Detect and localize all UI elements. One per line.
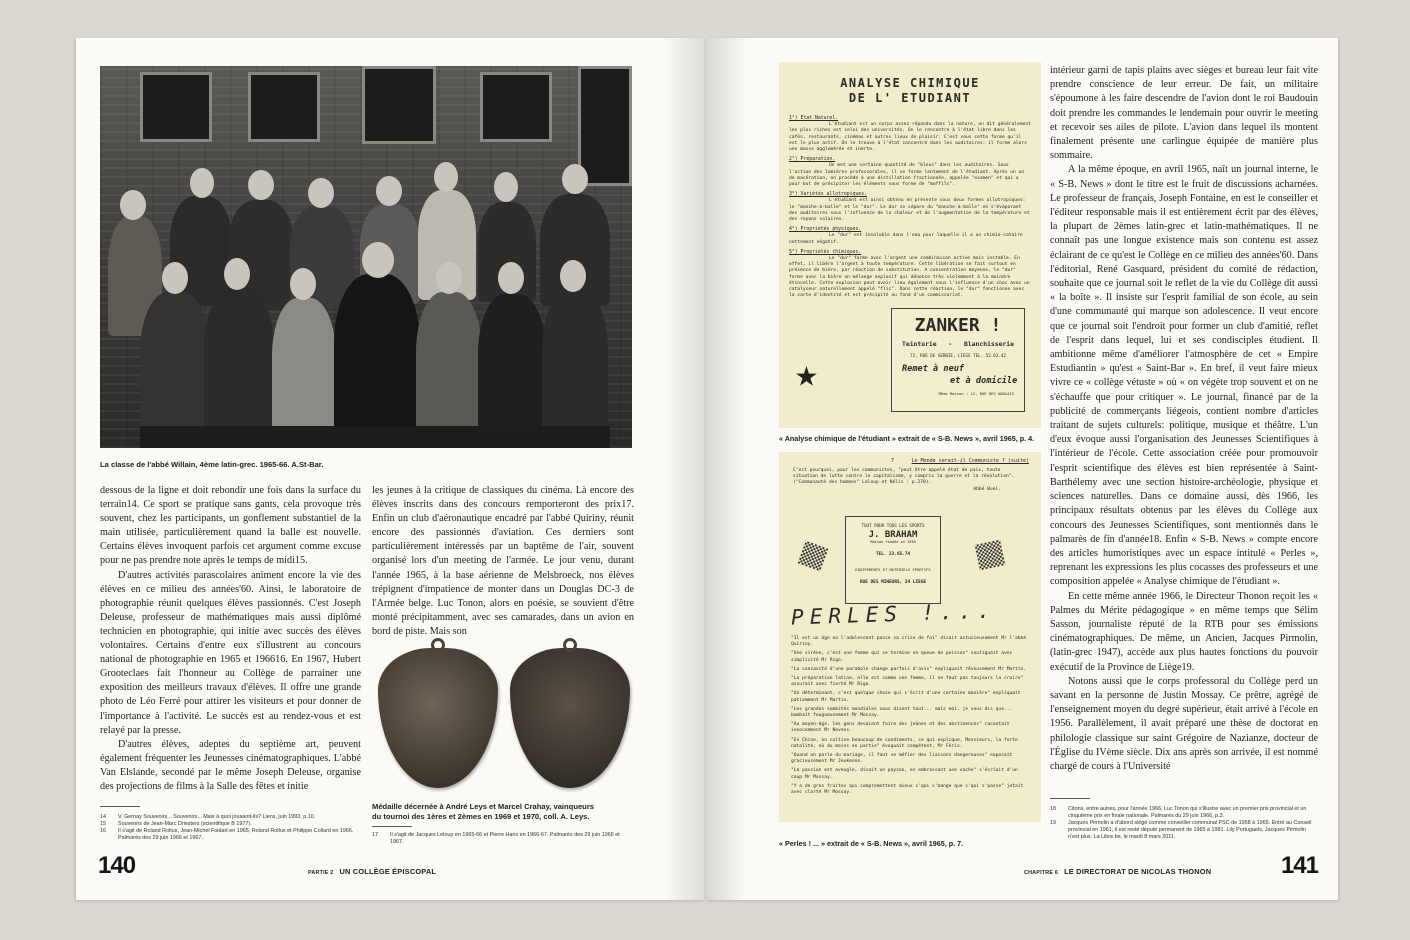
clipping-analyse-chimique: ANALYSE CHIMIQUE DE L' ETUDIANT 1°) Etat Naturel. L'étudiant est un corps assez répandu dans la nature, on dit généralement les plus riches est celui des universités. On le rencontre à l'état libre dans les cafés, restaurants, cinémas et autres lieux de plaisir. C'est sous cette forme qu'il est le plus actif. On le trouve à l'état concentré dans les auditoires: il forme alors une masse agglomérée et inerte. 2°) Préparation. On met une certaine quantité de "bleus" dans les auditoires. Sous l'action des lumières professorales, il se forme lentement de l'étudiant. Après un an de macération, on procède à une distillation fractionnée, appelée "examen" et qui a pour but de précipiter les éléments sous forme de "moffils". 3°) Variétés allotropiques. L'étudiant est ainsi obtenu en présente sous deux formes allotropiques: le "manche-à-balle" et le "dur". Le dur se sépare du "manche-à-balle" en s'évaporant des auditoires sous l'influence de la chaleur et de l'augmentation de la température et des rayons solaires. 4°) Propriétés physiques. Le "dur" est insoluble dans l'eau pour laquelle il a un chimio-cataire nettement négatif. 5°) Propriétés chimiques. Le "dur" forme avec l'argent une combinaison active mais instable. En effet, il libère l'argent à toute température. Cette libération se fait surtout en présence de bière, par réaction de substitution. A concentration moyenne, le "dur" forme avec la bière un mélange explosif qui dénonce très violemment à la moindre étincelle. Cette explosion peut avoir lieu également sous l'influence d'un choc avec un catalyseur naturellement appelé "flic". Dans cette réaction, le "dur" fonctionne avec la carte d'identité et est précipité au fond d'un commissariat. ZANKER ! Teinturie - Blanchisserie 72, RUE DE SERBIE, LIEGE TEL. 52.63.42 Remet à neuf et à domicile Même Maison : 12, RUE DES ANGLAIS ★	[779, 62, 1041, 428]
clip-title-1: ANALYSE CHIMIQUE	[840, 76, 980, 90]
perle-item: "Il est un âge où l'adolescent passe sa crise de foi" disait astucieusement Mr l'abbé Quiriny.	[791, 636, 1027, 648]
paragraph: D'autres activités parascolaires animent encore la vie des élèves en ce milieu des années'60. Ainsi, le laboratoire de photographie réunit quelques élèves passionnés. C'est Joseph Deleuse, professeur de mathématiques mais aussi diplômé technicien en photographie, qui initie avec succès des élèves volontaires. Certains d'entre eux s'illustrent au concours national de photographie en 1965 et 196616. En 1967, Hubert Grooteclaes fait l'honneur au Collège de parrainer une exposition des meilleurs travaux d'élèves. Il offre une grande photo de Léo Ferré pour attirer les visiteurs et pour donner de l'importance à l'activité. Le succès est au rendez-vous et est relayé par la presse.	[100, 569, 361, 736]
footnote: 19 Jacques Pirmolin a d'abord siégé comme conseiller communal PSC de 1958 à 1965. Entré au Conseil provincial en 1961, il est resté député permanent de 1965 à 1981. Lily Portugaels, Jacques Pirmolin n'est plus. La Libre.be, le mardi 8 mars 2011.	[1050, 820, 1312, 840]
racket-icon	[798, 541, 829, 572]
footnote: 16 Il s'agit de Roland Roltus, Jean-Michel Foidart en 1965, Roland Roltus et Philippe Collard en 1966. Palmarès des 29 juin 1966 et 1967.	[100, 828, 354, 841]
footnotes-mid	[372, 832, 634, 846]
star-icon: ★	[795, 351, 818, 395]
clip-title-2: DE L' ETUDIANT	[848, 91, 972, 105]
clipping-perles: 7 Le Monde serait-il Communiste ? (suite) C'est pourquoi, pour les communistes, "peut être appelé état de paix, toute situation de lutte contre le capitalisme, y compris la guerre et la révolution". ("Communauté des hommes" Laloup et Nélis : p.270). Abbé Buel. TOUT POUR TOUS LES SPORTS J. BRAHAM Maison fondée en 1930 TEL. 23.65.74 EQUIPEMENTS ET MATERIELS SPORTIFS RUE DES MINEURS, 24 LIEGE PERLES !... "Il est un âge où l'adolescent passe sa crise de foi" disait astucieusement Mr l'abbé Quiriny. "Une sirène, c'est une femme qui se termine en queue de poisson" soutiguait avec simplicité Mr Rigo. "La concavité d'une parabole change parfois d'avis" expliquait rêveusement Mr Martin. "La préparation latine, elle est comme une femme, il ne faut pas toujours la croire" assurait avec fierté Mr Rigo. "Un déterminant, c'est quelque chose qui s'écrit d'une certaine manière" expliquait patiemment Mr Martin. "Les grandes sommités mondiales vous disent tout... mais moi, je vous dis que... bombait fougueusement Mr Mossay. "Au moyen-âge, les gens devaient faire des jeûnes et des abstinences" racontait innocemment Mr Nevens. "En Chine, on cultive beaucoup de condiments, ce qui explique, Messieurs, la forte natalité, où du moins en partie" évoquait compétent, Mr Féris. "Quand on parle du mariage, il faut se méfier des liaisons dangereuses" exposait gracieusement Mr Jeukenne. "La passion est aveugle, disait un paysan, en embrassant une vache" s'écriait d'un coup Mr Mossay. "Y a de gros fruites qui compromettent mieux c'qui s'mange que c'qui s'passe" jetait avec clarté Mr Mossay.	[779, 452, 1041, 822]
zanker-ad: ZANKER ! Teinturie - Blanchisserie 72, RUE DE SERBIE, LIEGE TEL. 52.63.42 Remet à neuf et à domicile Même Maison : 12, RUE DES ANGLAIS	[891, 308, 1025, 412]
medal-front	[378, 648, 498, 788]
perle-item: "En Chine, on cultive beaucoup de condiments, ce qui explique, Messieurs, la forte natalité, où du moins en partie" évoquait compétent, Mr Féris.	[791, 737, 1018, 749]
perle-item: "Au moyen-âge, les gens devaient faire des jeûnes et des abstinences" racontait innocemment Mr Nevens.	[791, 722, 1010, 734]
footnotes-right	[1050, 806, 1318, 841]
photo-caption: La classe de l'abbé Willain, 4ème latin-grec. 1965-66. A.St-Bar.	[100, 460, 324, 469]
footnote: 14 V. Gernay Souvenirs... Souvenirs... Mais à quoi jouaient-ils? Liens, juin 1993, p.10.	[100, 814, 316, 820]
page-number-left: 140	[98, 852, 136, 879]
left-column-2	[372, 484, 634, 639]
paragraph: D'autres élèves, adeptes du septième art, peuvent également fréquenter les Jeunesses cinématographiques. L'abbé Van Elslande, secondé par le même Joseph Deleuse, organise des projections de films à la Salle des fêtes et initie	[100, 738, 361, 792]
perles-list	[791, 636, 1031, 799]
medal-caption: Médaille décernée à André Leys et Marcel Crahay, vainqueurs du tournoi des 1ères et 2èmes en 1969 et 1970, coll. A. Leys.	[372, 802, 594, 821]
paragraph: A la même époque, en avril 1965, naît un journal interne, le « S-B. News » dont le titre est le fruit de discussions acharnées. Le professeur de français, Joseph Fontaine, en est le conseiller et l'éditeur responsable mais il est entièrement écrit par des élèves, la plupart de 2èmes latin-grec et latin-mathématiques. Il ne connaît pas une longue existence mais son contenu est assez éclairant de ce qu'est le Collège en ce milieu des années'60. Dans l'éditorial, René Gasquard, président du comité de rédaction, souhaite que ce journal soit le reflet de la vie du Collège dit aussi « la boîte ». Il insiste sur l'esprit familial de son école, au sein d'une communauté qui marque son adolescence. Il veut encore que ce journal soit l'endroit pour former un club d'amitié, reflet de l'esprit dans lequel, lui et ses condisciples étudient. Il ambitionne même d'améliorer l'atmosphère de cet « Empire Estudiantin » qu'est « Saint-Bar ». En bref, il veut faire mieux vivre ce « collège vétuste » où « on végète trop souvent et on ne s'échauffe que pour critiquer ». Le journal, financé par de la publicité de commerçants liégeois, contient nombre d'articles traitant de sujets culturels: politique, musique et théâtre. L'un d'eux évoque aussi l'organisation des Jeunesses Scientifiques à l'intérieur de l'école. Cette association créée pour promouvoir l'esprit scientifique des élèves est bien représentée à Saint-Barthélemy avec une section histoire-archéologie, physique et sciences naturelles. Dans ce domaine aussi, dès 1966, les principaux résultats obtenus par les élèves du Collège aux concours des Jeunesses Scientifiques, sont mentionnés dans le palmarès de fin d'année18. Enfin « S-B. News » compte encore des articles humoristiques avec un espace intitulé « Perles », reprenant les expressions les plus cocasses des professeurs et une composition appelée « Analyse chimique de l'étudiant ».	[1050, 164, 1318, 588]
footnotes-left	[100, 814, 362, 842]
medal-back	[510, 648, 630, 788]
paragraph: Notons aussi que le corps professoral du Collège perd un savant en la personne de Justin Mossay. Ce prêtre, agrégé de l'enseignement moyen du degré supérieur, était arrivé à l'école en 1956. Parallèlement, il avait préparé une thèse de doctorat en philologie classique sur saint Grégoire de Nazianze, docteur de l'Église du IVème siècle. Dix ans après son arrivée, il est nommé chargé de cours à l'Université	[1050, 675, 1318, 772]
clip1-caption: « Analyse chimique de l'étudiant » extrait de « S-B. News », avril 1965, p. 4.	[779, 434, 1035, 443]
racket-icon	[975, 540, 1006, 571]
perle-item: "Un déterminant, c'est quelque chose qui s'écrit d'une certaine manière" expliquait patiemment Mr Martin.	[791, 691, 1021, 703]
paragraph: dessous de la ligne et doit rebondir une fois dans la surface du terrain14. Ce sport se pratique sans gants, cela provoque très souvent, chez les participants, un gonflement substantiel de la main utilisée, particulièrement quand la balle est nouvelle. Certains élèves invoquent parfois cet argument comme excuse pour ne pas prendre note après le temps de midi15.	[100, 485, 361, 567]
clip2-caption: « Perles ! ... » extrait de « S-B. News », avril 1965, p. 7.	[779, 839, 964, 848]
braham-ad: TOUT POUR TOUS LES SPORTS J. BRAHAM Maison fondée en 1930 TEL. 23.65.74 EQUIPEMENTS ET MATERIELS SPORTIFS RUE DES MINEURS, 24 LIEGE	[845, 516, 941, 604]
perle-item: "Quand on parle du mariage, il faut se méfier des liaisons dangereuses" exposait gracieusement Mr Jeukenne.	[791, 753, 1013, 765]
footnote: 18 Citons, entre autres, pour l'année 1966, Luc Tonon qui s'illustre avec un premier prix provincial et un cinquième prix en finale nationale. Palmarès du 29 juin 1966, p.3.	[1050, 806, 1307, 819]
page-number-right: 141	[1280, 852, 1318, 879]
perle-item: "Y a de gros fruites qui compromettent mieux c'qui s'mange que c'qui s'passe" jetait avec clarté Mr Mossay.	[791, 783, 1024, 796]
right-column	[1050, 64, 1318, 774]
class-photo	[100, 66, 632, 448]
footnote: 17 Il s'agit de Jacques Leloup en 1965-66 et Pierre Hans en 1966-67. Palmarès des 29 juin 1966 et 1967.	[372, 832, 620, 845]
perles-title: PERLES !...	[790, 598, 997, 630]
perle-item: "La passion est aveugle, disait un paysan, en embrassant une vache" s'écriait d'un coup Mr Mossay.	[791, 768, 1018, 780]
right-page	[706, 38, 1338, 900]
perle-item: "La préparation latine, elle est comme une femme, il ne faut pas toujours la croire" assurait avec fierté Mr Rigo.	[791, 676, 1024, 688]
paragraph: En cette même année 1966, le Directeur Thonon reçoit les « Palmes du Mérite pédagogique » en même temps que Sélim Sasson, journaliste réputé de la RTB pour ses émissions cinématographiques. De même, un Ancien, Jacques Pirmolin, (latin-grec 1947), accède aux plus hautes fonctions du pouvoir exécutif de la Province de Liège19.	[1050, 590, 1318, 673]
perle-item: "La concavité d'une parabole change parfois d'avis" expliquait rêveusement Mr Martin.	[791, 666, 1027, 672]
running-header-right: CHAPITRE 6 LE DIRECTORAT DE NICOLAS THONON	[1024, 867, 1212, 876]
footnote: 15 Souvenirs de Jean-Marc Driesters (scientifique B 1977).	[100, 821, 252, 827]
perle-item: "Les grandes sommités mondiales vous disent tout... mais moi, je vous dis que... bombait fougueusement Mr Mossay.	[791, 706, 1013, 719]
medals-photo	[370, 636, 634, 796]
paragraph: les jeunes à la critique de classiques du cinéma. Là encore des élèves inscrits dans des concours remporteront des prix17. Enfin un club d'aéronautique encadré par l'abbé Quiriny, réunit encore des passionnés d'aviation. Ces derniers sont particulièrement intéressés par un baptême de l'air, souvent organisé lors d'un meeting de l'armée. Le jour venu, durant l'année 1965, à la base aérienne de Melsbroeck, nos élèves trépignent d'impatience de monter dans un Douglas DC-3 de l'Armée belge. Luc Tonon, alors en poésie, se souvient d'être monté précipitamment, avec ses camarades, dans un avion en bord de piste. Mais son	[372, 485, 634, 637]
book-spread	[76, 38, 1338, 900]
left-column-1	[100, 484, 361, 794]
running-header-left: PARTIE 2 UN COLLÈGE ÉPISCOPAL	[308, 867, 437, 876]
left-page	[76, 38, 704, 900]
paragraph: intérieur garni de tapis plains avec sièges et bureau leur fait vite prendre conscience de leur erreur. De fait, un militaire s'époumone à les faire descendre de l'avion dont le roi Baudouin doit prendre les commandes le lendemain pour ouvrir le meeting et recevoir ses ailes de pilote. L'avion dans lequel ils montent finalement présente une carlingue équipée de manière plus sommaire.	[1050, 65, 1318, 162]
perle-item: "Une sirène, c'est une femme qui se termine en queue de poisson" soutiguait avec simplicité Mr Rigo.	[791, 651, 1013, 663]
